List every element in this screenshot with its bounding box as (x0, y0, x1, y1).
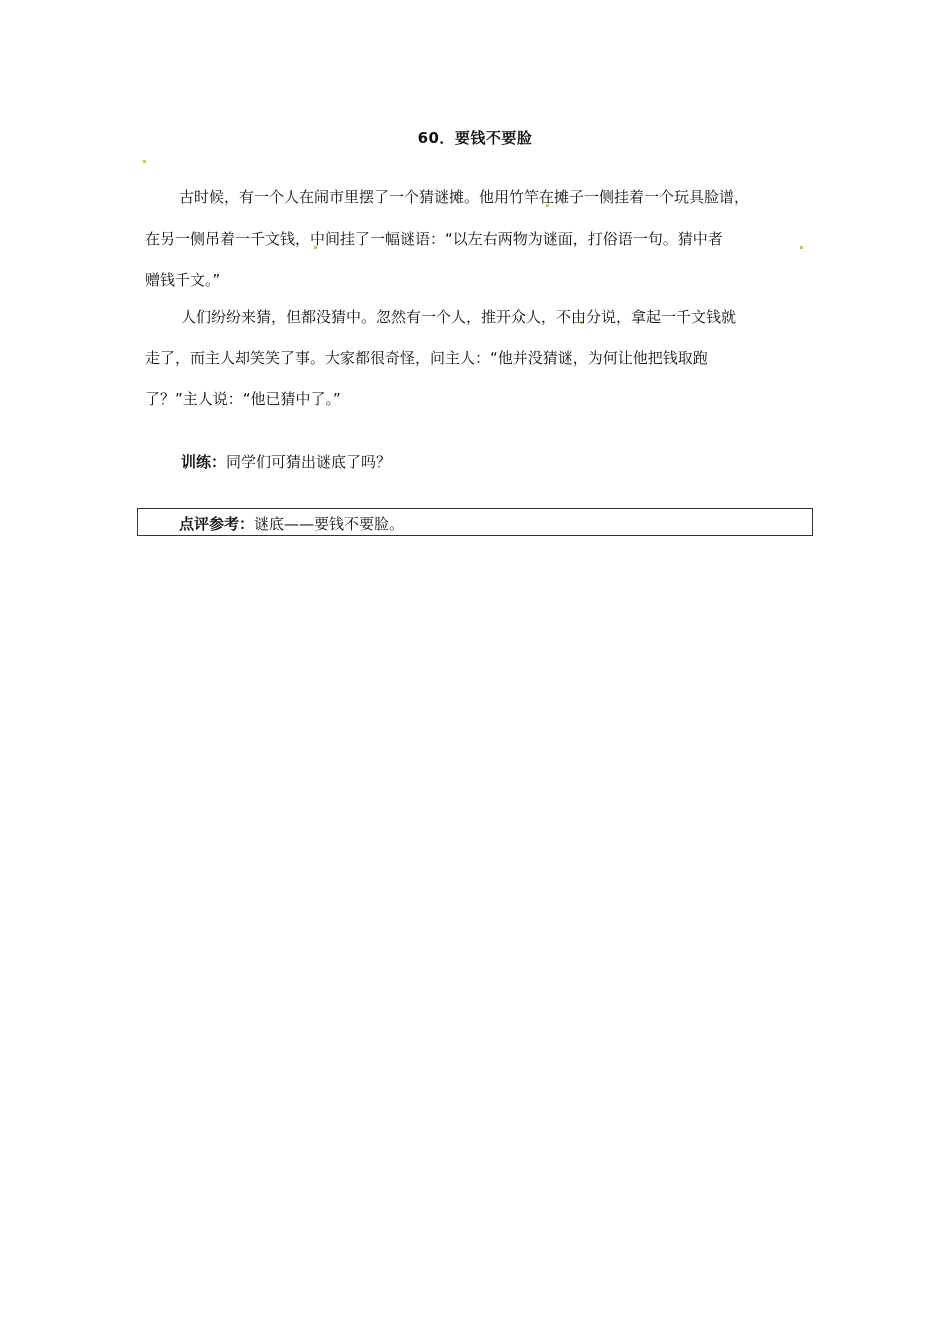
decorative-dot (143, 160, 146, 163)
paragraph-2-line-3: 了？”主人说：“他已猜中了。” (145, 390, 341, 408)
paragraph-2-line-1: 人们纷纷来猜，但都没猜中。忽然有一个人，推开众人，不由分说，拿起一千文钱就 (181, 308, 737, 326)
page-title: 60．要钱不要脸 (417, 129, 533, 147)
reference-label: 点评参考： (179, 515, 255, 533)
paragraph-2-line-2: 走了，而主人却笑笑了事。大家都很奇怪，问主人：“他并没猜谜，为何让他把钱取跑 (145, 349, 708, 367)
paragraph-1-line-1: 古时候，有一个人在闹市里摆了一个猜谜摊。他用竹竿在摊子一侧挂着一个玩具脸谱， (179, 188, 750, 206)
training-label: 训练： (181, 453, 227, 471)
reference-box (137, 508, 813, 536)
training-question (181, 451, 391, 472)
paragraph-1-line-2: 在另一侧吊着一千文钱，中间挂了一幅谜语：“以左右两物为谜面，打俗语一句。猜中者 (145, 230, 723, 248)
paragraph-1-line-3: 赠钱千文。” (145, 271, 221, 289)
decorative-dot (800, 246, 803, 249)
training-text: 同学们可猜出谜底了吗？ (226, 453, 392, 471)
reference-answer (179, 513, 404, 534)
reference-text: 谜底——要钱不要脸。 (254, 515, 405, 533)
